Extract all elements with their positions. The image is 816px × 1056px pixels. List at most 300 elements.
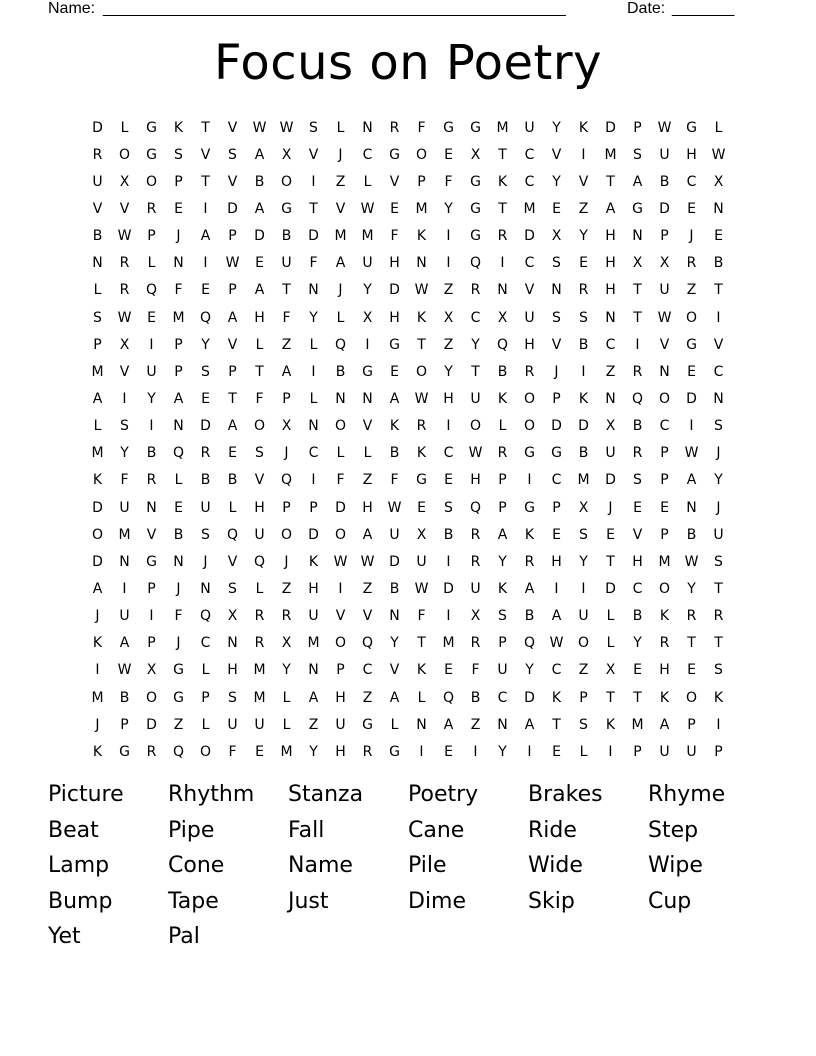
grid-letter[interactable]: N [308,662,319,679]
grid-letter[interactable]: N [605,309,616,326]
grid-letter[interactable]: D [578,418,589,435]
grid-letter[interactable]: E [255,255,264,272]
grid-letter[interactable]: E [390,363,399,380]
grid-letter[interactable]: D [659,200,670,217]
grid-letter[interactable]: R [470,553,481,570]
grid-letter[interactable]: H [605,228,616,245]
grid-letter[interactable]: K [578,119,589,136]
grid-letter[interactable]: R [470,282,481,299]
grid-letter[interactable]: R [146,743,157,760]
grid-letter[interactable]: R [686,608,697,625]
grid-letter[interactable]: I [716,309,721,326]
grid-letter[interactable]: M [118,526,131,543]
grid-letter[interactable]: R [389,119,400,136]
grid-letter[interactable]: K [605,716,616,733]
grid-letter[interactable]: C [551,472,562,489]
grid-letter[interactable]: B [92,228,103,245]
grid-letter[interactable]: A [551,608,562,625]
grid-letter[interactable]: H [362,499,373,516]
grid-letter[interactable]: V [227,119,238,136]
grid-letter[interactable]: J [689,228,694,245]
grid-letter[interactable]: E [444,472,453,489]
grid-letter[interactable]: N [362,390,373,407]
grid-letter[interactable]: A [254,146,265,163]
grid-letter[interactable]: F [174,282,183,299]
grid-letter[interactable]: A [389,390,400,407]
grid-letter[interactable]: X [713,173,724,190]
grid-letter[interactable]: Y [363,282,372,299]
grid-letter[interactable]: O [145,689,158,706]
grid-letter[interactable]: U [200,499,211,516]
grid-letter[interactable]: U [713,526,724,543]
grid-letter[interactable]: M [91,445,104,462]
grid-letter[interactable]: D [92,499,103,516]
grid-letter[interactable]: U [308,608,319,625]
grid-letter[interactable]: E [201,390,210,407]
grid-letter[interactable]: I [581,363,586,380]
grid-letter[interactable]: A [227,418,238,435]
grid-letter[interactable]: U [92,173,103,190]
grid-letter[interactable]: B [119,689,130,706]
grid-letter[interactable]: A [659,716,670,733]
grid-letter[interactable]: V [524,282,535,299]
grid-letter[interactable]: W [117,228,132,245]
grid-letter[interactable]: O [253,418,266,435]
grid-letter[interactable]: X [578,499,589,516]
grid-letter[interactable]: P [282,499,291,516]
grid-letter[interactable]: W [117,662,132,679]
grid-letter[interactable]: B [200,472,211,489]
grid-letter[interactable]: T [552,716,561,733]
grid-letter[interactable]: L [255,336,264,353]
grid-letter[interactable]: Y [309,309,318,326]
grid-letter[interactable]: X [146,662,157,679]
grid-letter[interactable]: B [578,445,589,462]
grid-letter[interactable]: P [498,635,507,652]
grid-letter[interactable]: N [119,553,130,570]
grid-letter[interactable]: P [714,743,723,760]
grid-letter[interactable]: J [338,146,343,163]
grid-letter[interactable]: U [578,608,589,625]
grid-letter[interactable]: J [338,282,343,299]
grid-letter[interactable]: W [360,200,375,217]
grid-letter[interactable]: I [581,146,586,163]
grid-letter[interactable]: G [389,743,400,760]
grid-letter[interactable]: F [444,173,453,190]
grid-letter[interactable]: F [390,472,399,489]
grid-letter[interactable]: O [523,390,536,407]
grid-letter[interactable]: U [659,743,670,760]
grid-letter[interactable]: S [552,255,561,272]
grid-letter[interactable]: W [360,553,375,570]
grid-letter[interactable]: X [119,336,130,353]
grid-letter[interactable]: Q [280,472,293,489]
grid-letter[interactable]: G [470,200,481,217]
grid-letter[interactable]: Y [579,553,588,570]
grid-letter[interactable]: B [443,526,454,543]
grid-letter[interactable]: P [147,580,156,597]
grid-letter[interactable]: R [497,228,508,245]
grid-letter[interactable]: A [173,390,184,407]
grid-letter[interactable]: C [362,146,373,163]
grid-letter[interactable]: N [173,553,184,570]
grid-letter[interactable]: Z [308,716,319,733]
grid-letter[interactable]: O [334,418,347,435]
grid-letter[interactable]: P [174,363,183,380]
grid-letter[interactable]: M [631,716,644,733]
grid-letter[interactable]: L [255,580,264,597]
grid-letter[interactable]: E [444,146,453,163]
grid-letter[interactable]: P [579,689,588,706]
grid-letter[interactable]: R [497,445,508,462]
grid-letter[interactable]: W [333,553,348,570]
grid-letter[interactable]: N [173,418,184,435]
grid-letter[interactable]: Z [605,363,616,380]
grid-letter[interactable]: I [122,390,127,407]
grid-letter[interactable]: T [417,336,426,353]
grid-letter[interactable]: M [307,635,320,652]
grid-letter[interactable]: P [228,228,237,245]
grid-letter[interactable]: U [281,255,292,272]
grid-letter[interactable]: S [309,119,318,136]
grid-letter[interactable]: A [443,716,454,733]
grid-letter[interactable]: S [93,309,102,326]
grid-letter[interactable]: I [446,608,451,625]
grid-letter[interactable]: D [308,228,319,245]
grid-letter[interactable]: L [93,418,102,435]
grid-letter[interactable]: A [200,228,211,245]
grid-letter[interactable]: Y [498,553,507,570]
grid-letter[interactable]: I [203,200,208,217]
grid-letter[interactable]: G [416,472,427,489]
grid-letter[interactable]: U [362,255,373,272]
grid-letter[interactable]: K [659,608,670,625]
grid-letter[interactable]: I [716,716,721,733]
grid-letter[interactable]: E [255,743,264,760]
grid-letter[interactable]: K [659,689,670,706]
grid-letter[interactable]: R [713,608,724,625]
grid-letter[interactable]: G [686,336,697,353]
grid-letter[interactable]: G [389,336,400,353]
grid-letter[interactable]: A [92,390,103,407]
grid-letter[interactable]: S [714,662,723,679]
grid-letter[interactable]: D [551,418,562,435]
grid-letter[interactable]: L [606,608,615,625]
grid-letter[interactable]: A [281,363,292,380]
grid-letter[interactable]: P [147,635,156,652]
grid-letter[interactable]: J [95,608,100,625]
grid-letter[interactable]: K [92,743,103,760]
grid-letter[interactable]: Q [334,336,347,353]
grid-letter[interactable]: A [632,173,643,190]
grid-letter[interactable]: U [146,363,157,380]
grid-letter[interactable]: M [91,363,104,380]
grid-letter[interactable]: N [335,390,346,407]
grid-letter[interactable]: I [149,336,154,353]
grid-letter[interactable]: S [174,146,183,163]
grid-letter[interactable]: Z [281,336,292,353]
grid-letter[interactable]: B [713,255,724,272]
grid-letter[interactable]: D [524,228,535,245]
grid-letter[interactable]: E [633,662,642,679]
grid-letter[interactable]: N [389,608,400,625]
grid-letter[interactable]: J [284,553,289,570]
grid-letter[interactable]: K [416,309,427,326]
grid-letter[interactable]: C [524,146,535,163]
grid-letter[interactable]: M [253,689,266,706]
grid-letter[interactable]: Q [172,743,185,760]
grid-letter[interactable]: V [632,526,643,543]
grid-letter[interactable]: O [118,146,131,163]
grid-letter[interactable]: R [416,418,427,435]
grid-letter[interactable]: L [417,689,426,706]
grid-letter[interactable]: V [227,553,238,570]
grid-letter[interactable]: D [146,716,157,733]
grid-letter[interactable]: A [254,200,265,217]
grid-letter[interactable]: V [389,662,400,679]
grid-letter[interactable]: E [174,499,183,516]
grid-letter[interactable]: Q [172,445,185,462]
grid-letter[interactable]: V [362,608,373,625]
grid-letter[interactable]: U [659,282,670,299]
grid-letter[interactable]: N [497,716,508,733]
grid-letter[interactable]: L [336,119,345,136]
grid-letter[interactable]: K [497,580,508,597]
grid-letter[interactable]: Z [281,580,292,597]
grid-letter[interactable]: E [417,499,426,516]
grid-letter[interactable]: S [633,472,642,489]
grid-letter[interactable]: W [117,309,132,326]
grid-letter[interactable]: L [228,499,237,516]
grid-letter[interactable]: O [415,146,428,163]
grid-letter[interactable]: E [228,445,237,462]
grid-letter[interactable]: O [280,173,293,190]
grid-letter[interactable]: C [443,445,454,462]
grid-letter[interactable]: K [713,689,724,706]
grid-letter[interactable]: W [225,255,240,272]
grid-letter[interactable]: X [119,173,130,190]
grid-letter[interactable]: I [338,580,343,597]
grid-letter[interactable]: N [227,635,238,652]
grid-letter[interactable]: U [470,390,481,407]
grid-letter[interactable]: H [632,553,643,570]
grid-letter[interactable]: N [173,255,184,272]
grid-letter[interactable]: T [606,173,615,190]
grid-letter[interactable]: F [228,743,237,760]
grid-letter[interactable]: O [415,363,428,380]
grid-letter[interactable]: D [443,580,454,597]
grid-letter[interactable]: W [468,445,483,462]
grid-letter[interactable]: A [308,689,319,706]
grid-letter[interactable]: O [199,743,212,760]
grid-letter[interactable]: H [227,662,238,679]
grid-letter[interactable]: P [174,173,183,190]
grid-letter[interactable]: Y [471,336,480,353]
grid-letter[interactable]: L [309,336,318,353]
grid-letter[interactable]: S [255,445,264,462]
grid-letter[interactable]: R [200,445,211,462]
grid-letter[interactable]: O [658,390,671,407]
grid-letter[interactable]: W [279,119,294,136]
grid-letter[interactable]: V [146,526,157,543]
grid-letter[interactable]: R [632,445,643,462]
grid-letter[interactable]: G [146,553,157,570]
grid-letter[interactable]: V [254,472,265,489]
grid-letter[interactable]: R [524,553,535,570]
grid-letter[interactable]: I [311,472,316,489]
grid-letter[interactable]: H [605,282,616,299]
grid-letter[interactable]: A [254,282,265,299]
grid-letter[interactable]: P [336,662,345,679]
grid-letter[interactable]: X [605,418,616,435]
grid-letter[interactable]: W [414,282,429,299]
grid-letter[interactable]: E [687,662,696,679]
grid-letter[interactable]: Z [362,580,373,597]
grid-letter[interactable]: U [227,716,238,733]
grid-letter[interactable]: A [227,309,238,326]
grid-letter[interactable]: B [281,228,292,245]
grid-letter[interactable]: M [172,309,185,326]
grid-letter[interactable]: C [200,635,211,652]
grid-letter[interactable]: I [311,173,316,190]
grid-letter[interactable]: S [228,580,237,597]
grid-letter[interactable]: B [632,418,643,435]
grid-letter[interactable]: D [254,228,265,245]
grid-letter[interactable]: T [606,553,615,570]
grid-letter[interactable]: M [658,553,671,570]
grid-letter[interactable]: P [201,689,210,706]
grid-letter[interactable]: B [389,580,400,597]
grid-letter[interactable]: F [417,608,426,625]
grid-letter[interactable]: F [390,228,399,245]
grid-letter[interactable]: Z [443,282,454,299]
grid-letter[interactable]: L [201,716,210,733]
grid-letter[interactable]: L [93,282,102,299]
grid-letter[interactable]: X [281,418,292,435]
grid-letter[interactable]: A [524,580,535,597]
grid-letter[interactable]: I [473,743,478,760]
grid-letter[interactable]: F [417,119,426,136]
grid-letter[interactable]: Q [145,282,158,299]
grid-letter[interactable]: S [228,146,237,163]
grid-letter[interactable]: P [687,716,696,733]
grid-letter[interactable]: O [280,526,293,543]
grid-letter[interactable]: J [176,228,181,245]
grid-letter[interactable]: E [606,526,615,543]
grid-letter[interactable]: P [147,228,156,245]
grid-letter[interactable]: Q [253,553,266,570]
grid-letter[interactable]: H [605,255,616,272]
grid-letter[interactable]: E [660,499,669,516]
grid-letter[interactable]: D [605,472,616,489]
grid-letter[interactable]: H [551,553,562,570]
grid-letter[interactable]: G [524,445,535,462]
grid-letter[interactable]: Q [469,499,482,516]
grid-letter[interactable]: G [470,173,481,190]
grid-letter[interactable]: S [714,418,723,435]
grid-letter[interactable]: N [308,282,319,299]
grid-letter[interactable]: F [336,472,345,489]
grid-letter[interactable]: B [335,363,346,380]
grid-letter[interactable]: V [713,336,724,353]
grid-letter[interactable]: L [363,445,372,462]
grid-letter[interactable]: E [552,526,561,543]
grid-letter[interactable]: I [122,580,127,597]
grid-letter[interactable]: F [174,608,183,625]
grid-letter[interactable]: E [687,363,696,380]
grid-letter[interactable]: T [201,119,210,136]
grid-letter[interactable]: S [579,526,588,543]
grid-letter[interactable]: K [389,418,400,435]
grid-letter[interactable]: Z [335,173,346,190]
grid-letter[interactable]: A [686,472,697,489]
grid-letter[interactable]: K [416,445,427,462]
grid-letter[interactable]: A [605,200,616,217]
grid-letter[interactable]: X [659,255,670,272]
grid-letter[interactable]: G [119,743,130,760]
grid-letter[interactable]: T [417,635,426,652]
grid-letter[interactable]: D [686,390,697,407]
grid-letter[interactable]: V [119,200,130,217]
grid-letter[interactable]: R [92,146,103,163]
grid-letter[interactable]: J [608,499,613,516]
grid-letter[interactable]: B [146,445,157,462]
grid-letter[interactable]: Y [444,363,453,380]
grid-letter[interactable]: E [201,282,210,299]
grid-letter[interactable]: T [498,146,507,163]
grid-letter[interactable]: U [389,526,400,543]
grid-letter[interactable]: T [714,580,723,597]
grid-letter[interactable]: J [176,580,181,597]
grid-letter[interactable]: C [524,173,535,190]
grid-letter[interactable]: B [686,526,697,543]
grid-letter[interactable]: X [497,309,508,326]
grid-letter[interactable]: J [95,716,100,733]
grid-letter[interactable]: Q [469,255,482,272]
date-field[interactable]: _______ [672,0,735,17]
grid-letter[interactable]: H [308,580,319,597]
grid-letter[interactable]: M [523,200,536,217]
grid-letter[interactable]: I [689,418,694,435]
grid-letter[interactable]: N [686,499,697,516]
grid-letter[interactable]: H [659,662,670,679]
grid-letter[interactable]: B [254,173,265,190]
grid-letter[interactable]: Y [201,336,210,353]
grid-letter[interactable]: G [281,200,292,217]
grid-letter[interactable]: L [390,716,399,733]
grid-letter[interactable]: N [497,282,508,299]
grid-letter[interactable]: V [308,146,319,163]
grid-letter[interactable]: X [470,608,481,625]
grid-letter[interactable]: Z [578,662,589,679]
grid-letter[interactable]: C [713,363,724,380]
grid-letter[interactable]: D [227,200,238,217]
grid-letter[interactable]: L [579,743,588,760]
grid-letter[interactable]: Y [525,662,534,679]
grid-letter[interactable]: P [282,390,291,407]
grid-letter[interactable]: K [497,390,508,407]
grid-letter[interactable]: H [254,499,265,516]
grid-letter[interactable]: U [254,716,265,733]
grid-letter[interactable]: G [389,146,400,163]
grid-letter[interactable]: B [470,689,481,706]
grid-letter[interactable]: Y [444,200,453,217]
grid-letter[interactable]: U [524,119,535,136]
grid-letter[interactable]: C [632,580,643,597]
grid-letter[interactable]: H [335,689,346,706]
grid-letter[interactable]: Y [282,662,291,679]
grid-letter[interactable]: H [335,743,346,760]
